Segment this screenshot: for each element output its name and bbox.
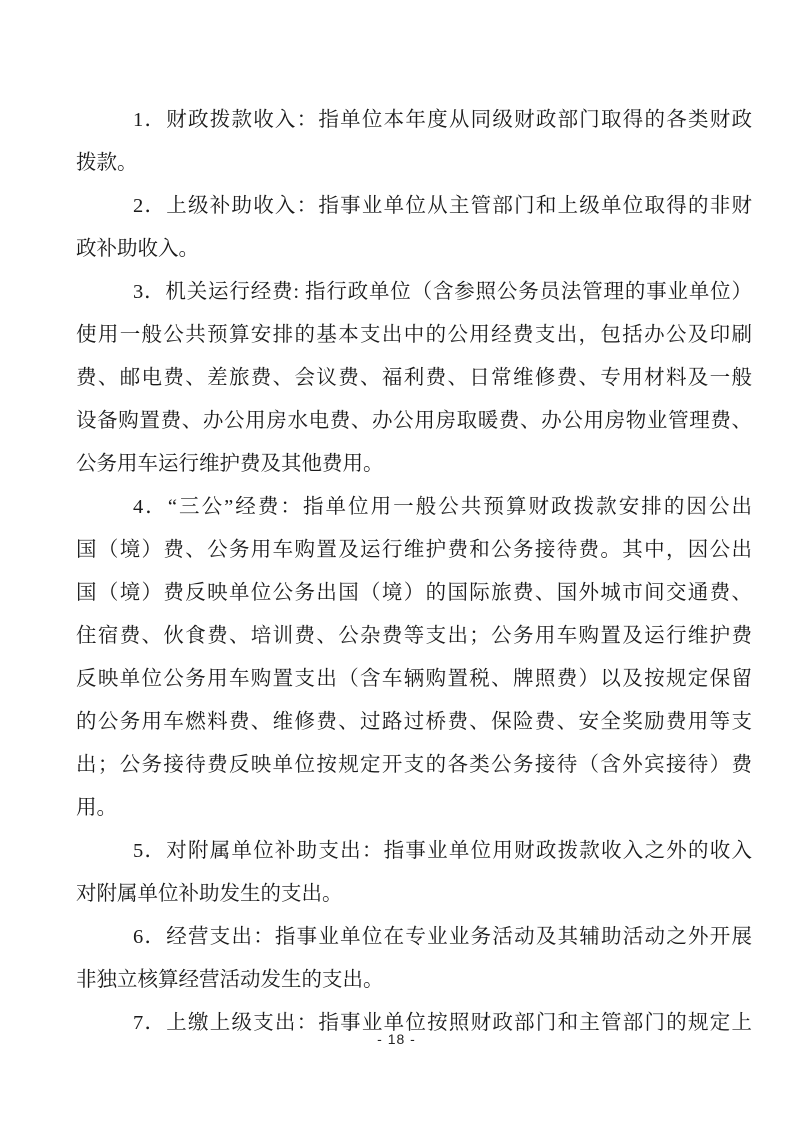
paragraph	[76, 185, 752, 271]
paragraph	[76, 916, 752, 1002]
text-line: 6．经营支出：指事业单位在专业业务活动及其辅助活动之外开展	[133, 926, 752, 948]
text-line: 7．上缴上级支出：指事业单位按照财政部门和主管部门的规定上	[133, 1012, 752, 1034]
paragraph	[76, 830, 752, 916]
document-body	[76, 99, 752, 1045]
text-line: 住宿费、伙食费、培训费、公杂费等支出；公务用车购置及运行维护费	[76, 625, 752, 647]
text-line: 反映单位公务用车购置支出（含车辆购置税、牌照费）以及按规定保留	[76, 668, 752, 690]
text-line: 非独立核算经营活动发生的支出。	[76, 969, 384, 991]
text-line: 拨款。	[76, 152, 138, 174]
text-line: 公务用车运行维护费及其他费用。	[76, 453, 384, 475]
text-line: 设备购置费、办公用房水电费、办公用房取暖费、办公用房物业管理费、	[76, 410, 752, 432]
text-line: 4．“三公”经费：指单位用一般公共预算财政拨款安排的因公出	[133, 496, 752, 518]
text-line: 用。	[76, 797, 117, 819]
paragraph	[76, 271, 752, 486]
text-line: 2．上级补助收入：指事业单位从主管部门和上级单位取得的非财	[133, 195, 752, 217]
text-line: 3．机关运行经费: 指行政单位（含参照公务员法管理的事业单位）	[133, 281, 752, 303]
text-line: 对附属单位补助发生的支出。	[76, 883, 343, 905]
page-footer	[0, 1031, 793, 1047]
text-line: 国（境）费、公务用车购置及运行维护费和公务接待费。其中，因公出	[76, 539, 752, 561]
text-line: 费、邮电费、差旅费、会议费、福利费、日常维修费、专用材料及一般	[76, 367, 752, 389]
text-line: 5．对附属单位补助支出：指事业单位用财政拨款收入之外的收入	[133, 840, 752, 862]
text-line: 1．财政拨款收入：指单位本年度从同级财政部门取得的各类财政	[133, 109, 752, 131]
text-line: 使用一般公共预算安排的基本支出中的公用经费支出，包括办公及印刷	[76, 324, 752, 346]
text-line: 政补助收入。	[76, 238, 199, 260]
text-line: 出；公务接待费反映单位按规定开支的各类公务接待（含外宾接待）费	[76, 754, 752, 776]
text-line: 国（境）费反映单位公务出国（境）的国际旅费、国外城市间交通费、	[76, 582, 752, 604]
paragraph	[76, 99, 752, 185]
paragraph	[76, 486, 752, 830]
page-number: - 18 -	[377, 1031, 416, 1047]
text-line: 的公务用车燃料费、维修费、过路过桥费、保险费、安全奖励费用等支	[76, 711, 752, 733]
